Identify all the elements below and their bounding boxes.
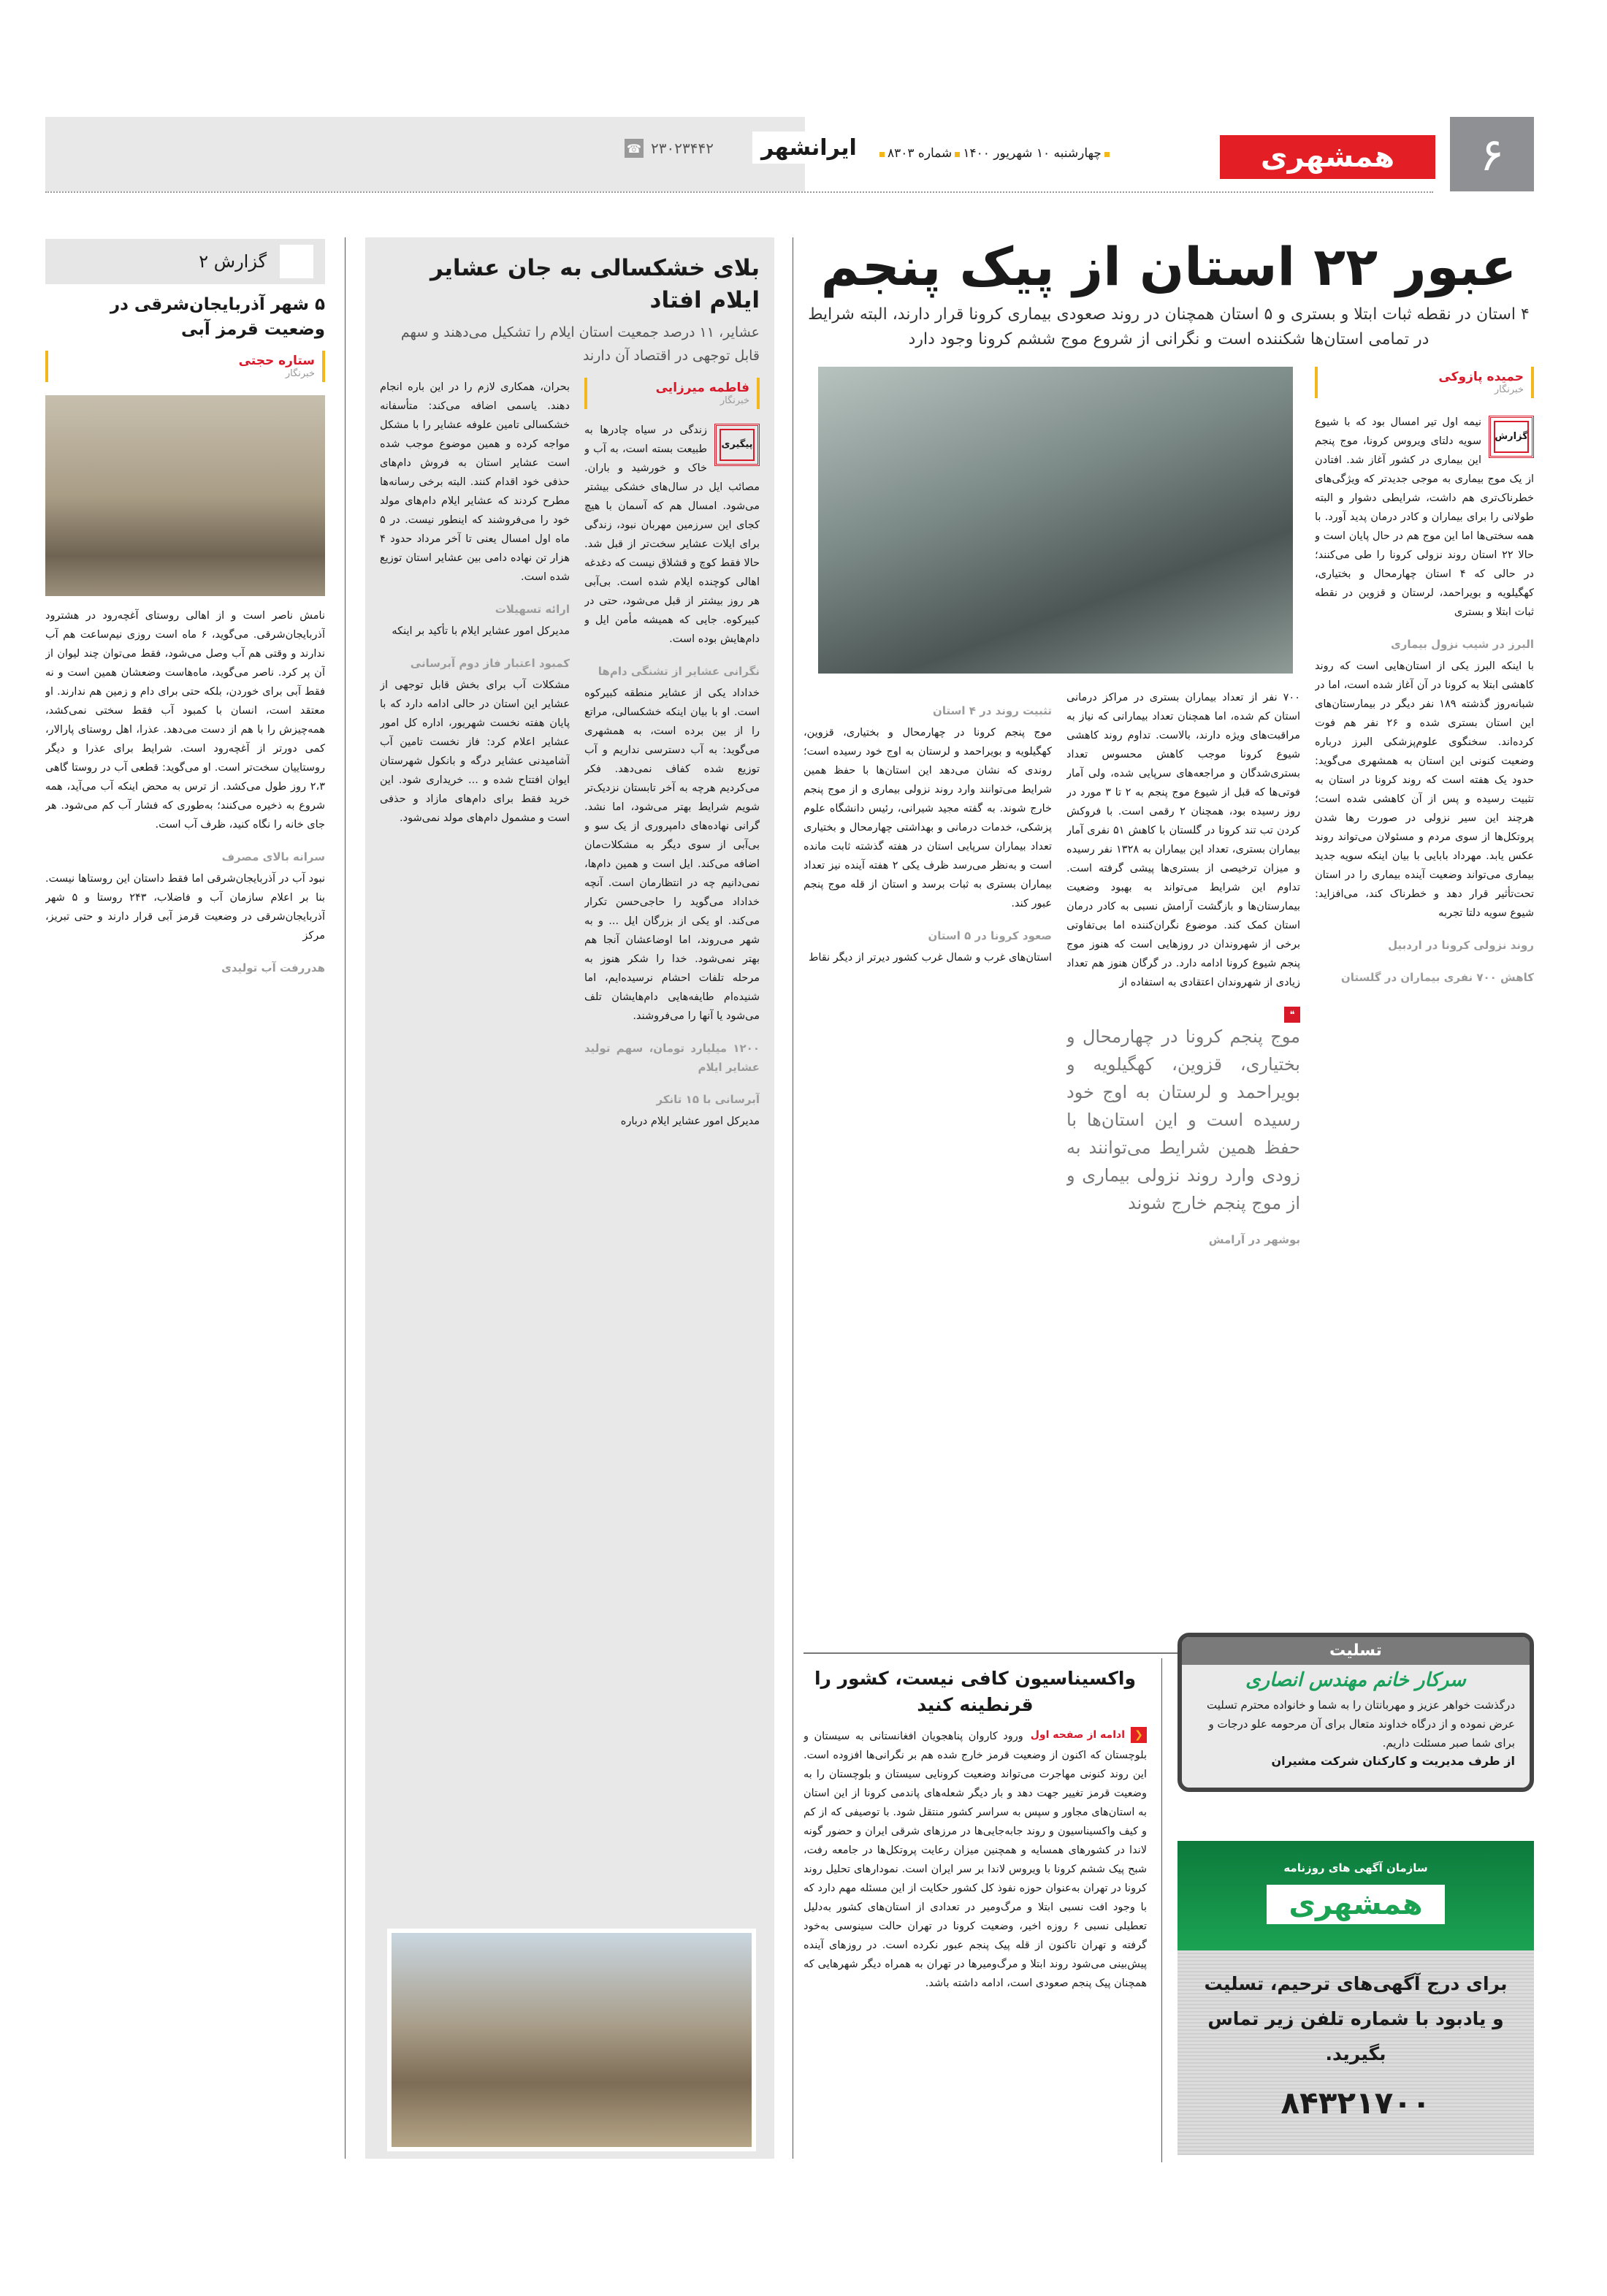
newspaper-logo: همشهری: [1220, 135, 1435, 179]
main-col-1: [1315, 367, 1534, 1647]
phone-icon: ☎: [625, 139, 644, 158]
page-number: ۶: [1450, 117, 1534, 191]
main-col-3: [804, 688, 1052, 1647]
followup-tag: پیگیری: [714, 424, 760, 466]
azerbaijan-headline: ۵ شهر آذربایجان‌شرقی در وضعیت قرمز آبی: [110, 295, 325, 339]
issue-date: چهارشنبه ۱۰ شهریور ۱۴۰۰: [963, 146, 1102, 161]
ilam-col-1: [584, 378, 760, 1918]
subheading: آبرسانی با ۱۵ تانکر: [656, 1093, 760, 1106]
report-kicker: گزارش ۲: [45, 239, 325, 284]
continue-icon: ❮: [1131, 1727, 1147, 1743]
main-dek: ۴ استان در نقطه ثبات ابتلا و بستری و ۵ استان همچنان در روند صعودی بیماری کرونا قرار دارند، البته شرایط در تمامی استان‌ها شکننده است و نگرانی از شروع موج ششم کرونا وجود دارد: [808, 305, 1530, 348]
paragraph: نامش ناصر است و از اهالی روستای آغچه‌رود در هشترود آذربایجان‌شرقی. می‌گوید، ۶ ماه است روزی نیم‌ساعت هم آب ندارند و وقتی هم آب وصل می‌شود، فقط می‌توان چند لیوان از آن پر کرد. ناصر می‌گوید، ماه‌هاست وضعشان همین است و نه فقط آبی برای خوردن، بلکه حتی برای دام و زمین هم ندارند. او معتقد است، انسان با کمبود آب فقط سختی نمی‌کشد، همه‌چیزش را با هم از دست می‌دهد. عذرا، اهل روستای پارالار، کمی دورتر از آغچه‌رود است. شرایط برای عذرا و دیگر روستاییان سخت‌تر است. او می‌گوید: قطعی آب در روستا گاهی ۲،۳ روز طول می‌کشد. از ترس به محض اینکه آب می‌آید، همه شروع به ذخیره می‌کنند؛ به‌طوری که فشار آب کم می‌شود. هر جای خانه را نگاه کنید، ظرف آب است.: [45, 610, 325, 831]
ilam-columns: [380, 378, 760, 1918]
continuation-headline: واکسیناسیون کافی نیست، کشور را قرنطینه کنید: [814, 1668, 1137, 1715]
paragraph: نبود آب در آذربایجان‌شرقی اما فقط داستان این روستاها نیست. بنا بر اعلام سازمان آب و فاضلاب، ۲۴۳ روستا و ۵ شهر آذربایجان‌شرقی در وضعیت قرمز آبی قرار دارند و حتی تبریز، مرکز: [45, 873, 325, 942]
paragraph: استان‌های غرب و شمال غرب کشور دیرتر از دیگر نقاط: [808, 952, 1052, 964]
ad-text: برای درج آگهی‌های ترحیم، تسلیت و یادبود با شماره تلفن زیر تماس بگیرید.: [1204, 1973, 1508, 2064]
subheading: بوشهر در آرامش: [1208, 1233, 1300, 1246]
condolence-signature: از طرف مدیریت و کارکنان شرکت مشیران: [1271, 1754, 1515, 1768]
ad-box: [1177, 1841, 1534, 2155]
main-headline: عبور ۲۲ استان از پیک پنجم: [820, 236, 1517, 297]
main-story: [804, 234, 1534, 1647]
paragraph: خداداد یکی از عشایر منطقه کبیرکوه است. او با بیان اینکه خشکسالی، مراتع را از بین برده است، به همشهری می‌گوید: به آب دسترسی نداریم و آب توزیع شده کفاف نمی‌دهد. فکر می‌کردیم هرچه به آخر تابستان نزدیک‌تر شویم شرایط بهتر می‌شود، اما نشد. گرانی نهاده‌های دامپروری از یک سو و بی‌آبی از سوی دیگر به مشکلات‌مان اضافه می‌کند. ایل است و همین دام‌ها، نمی‌دانیم چه در انتظارمان است. آنچه خداداد می‌گوید را حاجی‌حسن تکرار می‌کند. او یکی از بزرگان ایل ... و به شهر می‌روند، اما اوضاعشان آنجا هم بهتر نمی‌شود. خدا را شکر هنوز به مرحله تلفات احشام نرسیده‌ایم، اما شنیده‌ام طایفه‌هایی دام‌هایشان تلف می‌شود یا آنها را می‌فروشند.: [584, 687, 760, 1022]
condolence-message: درگذشت خواهر عزیز و مهربانتان را به شما و خانواده محترم تسلیت عرض نموده و از درگاه خداوند متعال برای آن مرحومه علو درجات و برای شما صبر مسئلت داریم.: [1207, 1698, 1515, 1750]
subheading: کاهش ۷۰۰ نفری بیماران در گلستان: [1340, 971, 1534, 984]
azerbaijan-story: [45, 292, 325, 2159]
quote-icon: ❝: [1284, 1007, 1300, 1023]
ilam-headline: بلای خشکسالی به جان عشایر ایلام افتاد: [430, 255, 760, 313]
paragraph: مدیرکل امور عشایر ایلام با تأکید بر اینکه: [392, 625, 570, 637]
byline: ستاره حجتی خبرنگار: [45, 351, 325, 382]
paragraph: مشکلات آب برای بخش قابل توجهی از عشایر این استان در حالی ادامه دارد که با پایان هفته نخست شهریور، اداره کل امور عشایر اعلام کرد: فاز نخست تامین آب آشامیدنی عشایر درگه و بانکول شهرستان ایوان افتتاح شده و ... خریداری شود. این خرید فقط برای دام‌های مازاد و حذفی است و مشمول دام‌های مولد نمی‌شود.: [380, 679, 570, 824]
subheading: کمبود اعتبار فاز دوم آبرسانی: [410, 657, 570, 670]
subheading: سرانه بالای مصرف: [221, 850, 325, 863]
water-tanker-photo: [45, 395, 325, 596]
subheading: روند نزولی کرونا در اردبیل: [1388, 939, 1534, 952]
subheading: البرز در شیب نزول بیماری: [1391, 638, 1534, 651]
phone-number: ۲۳۰۲۳۴۴۲: [651, 140, 714, 157]
paragraph: زندگی در سیاه چادرها به طبیعت بسته است، به آب و خاک و خورشید و باران. مصائب ایل در سال‌های خشکی بیشتر می‌شود. امسال هم که آسمان با هیچ کجای این سرزمین مهربان نبود، زندگی برای ایلات عشایر سخت‌تر از قبل شد. حالا فقط کوچ و قشلاق نیست که دغدغه اهالی کوچنده ایلام شده است. بی‌آبی هر روز بیشتر از قبل می‌شود، حتی در کبیرکوه. جایی که همیشه مأمن ایل و دام‌هایش بوده است.: [584, 424, 760, 645]
subheading: ارائه تسهیلات: [495, 603, 570, 616]
byline: [1315, 367, 1534, 398]
header-divider: [45, 191, 1433, 193]
condolence-ad: [1177, 1633, 1534, 1792]
byline-name: حمیده پازوکی: [1438, 370, 1524, 384]
main-left-area: [804, 367, 1300, 1647]
ilam-col-2: [380, 378, 570, 1918]
condolence-name: سرکار خانم مهندس انصاری: [1245, 1669, 1466, 1691]
main-col-2: [1066, 688, 1300, 1647]
subheading: صعود کرونا در ۵ استان: [928, 929, 1052, 942]
subheading: نگرانی عشایر از تشنگی دام‌ها: [598, 665, 760, 678]
byline-role: خبرنگار: [1494, 384, 1524, 395]
ad-org: سازمان آگهی های روزنامه: [1283, 1861, 1428, 1874]
hospital-photo: [818, 367, 1293, 674]
byline: فاطمه میرزایی خبرنگار: [584, 378, 760, 409]
pull-quote-text: موج پنجم کرونا در چهارمحال و بختیاری، قزوین، کهگیلویه و بویراحمد و لرستان به اوج خود رسیده است و این استان‌ها با حفظ همین شرایط می‌توانند به زودی وارد روند نزولی بیماری و از موج پنجم خارج شوند: [1066, 1026, 1300, 1213]
azerbaijan-body: [45, 606, 325, 2159]
continuation-body: [804, 1727, 1147, 2159]
nomad-sheep-photo: [387, 1929, 756, 2151]
subheading: ۱۲۰۰ میلیارد تومان، سهم تولید عشایر ایلام: [584, 1042, 760, 1074]
paragraph: موج پنجم کرونا در چهارمحال و بختیاری، قزوین، کهگیلویه و بویراحمد و لرستان به اوج خود رسیده است؛ روندی که نشان می‌دهد این استان‌ها با حفظ همین شرایط می‌توانند وارد روند نزولی بیماری و از موج پنجم خارج شوند. به گفته مجید شیرانی، رئیس دانشگاه علوم پزشکی، خدمات درمانی و بهداشتی چهارمحال و بختیاری تعداد بیماران سرپایی استان در هفته گذشته ثابت مانده است و به‌نظر می‌رسد ظرف یکی ۲ هفته آینده نیز تعداد بیماران بستری به ثبات برسد و استان از قله موج پنجم عبور کند.: [804, 727, 1052, 909]
paragraph: ۷۰۰ نفر از تعداد بیماران بستری در مراکز درمانی استان کم شده، اما همچنان تعداد بیمارانی که نیاز به مراقبت‌های ویژه دارند، بالاست. تداوم روند کاهشی شیوع کرونا موجب کاهش محسوس تعداد بستری‌شدگان و مراجعه‌های سرپایی شده، ولی آمار فوتی‌ها که قبل از شیوع موج پنجم به ۲ تا ۳ مورد در روز رسیده بود، همچنان ۲ رقمی است. با فروکش کردن تب تند کرونا در گلستان با کاهش ۵۱ نفری آمار بیماران بستری، تعداد این بیماران به ۱۳۲۸ نفر رسیده و میزان ترخیصی از بستری‌ها پیشی گرفته است. تداوم این شرایط می‌تواند به بهبود وضعیت بیمارستان‌ها و بازگشت آرامش نسبی به کادر درمان استان کمک کند. موضوع نگران‌کننده اما بی‌تفاوتی برخی از شهروندان در روزهایی است که هنوز موج پنجم شیوع کرونا ادامه دارد. در گرگان هنوز هم تعداد زیادی از شهروندان اعتقادی به استفاده از: [1066, 692, 1300, 988]
column-divider: [1161, 1658, 1162, 2162]
paragraph: بحران، همکاری لازم را در این باره انجام دهند. یاسمی اضافه می‌کند: متأسفانه خشکسالی تامین علوفه عشایر را با مشکل مواجه کرده و همین موضوع موجب شده است عشایر استان به فروش دام‌های حذفی خود اقدام کنند. البته برخی رسانه‌ها مطرح کردند که عشایر ایلام دام‌های مولد خود را می‌فروشند که اینطور نیست. در ۵ ماه اول امسال یعنی تا آخر مرداد حدود ۴ هزار تن نهاده دامی بین عشایر استان توزیع شده است.: [380, 381, 570, 583]
paragraph: ورود کاروان پناهجویان افغانستانی به سیستان و بلوچستان که اکنون از وضعیت قرمز خارج شده هم بر نگرانی‌ها افزوده است. این روند کنونی مهاجرت می‌تواند وضعیت کرونایی سیستان و بلوچستان را به وضعیت قرمز تغییر جهت دهد و بار دیگر شعله‌های پاندمی کرونا از این استان به استان‌های مجاور و سپس به سراسر کشور منتقل شود. با توصیفی که از کم و کیف واکسیناسیون و روند جابه‌جایی‌ها در مرزهای شرقی ایران و حضور گونه لاندا در کشورهای همسایه و همچنین میزان رعایت پروتکل‌ها در جامعه رفت، شبح پیک ششم کرونا با ویروس لاندا بر سر ایران است. نمودارهای تحلیل روند کرونا در تهران به‌عنوان حوزه نفوذ کل کشور حکایت از این مسئله مهم دارد که با وجود افت نسبی ابتلا و مرگ‌ومیر در تعدادی از استان‌های کشور به‌دلیل تعطیلی نسبی ۶ روزه اخیر، وضعیت کرونا در تهران حالت سینوسی به‌خود گرفته و تهران تاکنون از قله پیک پنجم عبور نکرده است. در روزهای آینده پیش‌بینی می‌شود روند ابتلا و مرگ‌ومیرها در تهران به همراه دیگر شهرهایی که همچنان پیک پنجم صعودی است، ادامه داشته باشد.: [804, 1731, 1147, 1989]
report-tag: گزارش: [1489, 416, 1534, 458]
main-columns: [804, 367, 1534, 1647]
column-divider: [345, 237, 346, 2159]
paragraph: مدیرکل امور عشایر ایلام درباره: [620, 1115, 760, 1127]
condolence-title: تسلیت: [1182, 1637, 1530, 1665]
dateline: [877, 146, 1209, 161]
ilam-dek: عشایر، ۱۱ درصد جمعیت استان ایلام را تشکیل می‌دهند و سهم قابل توجهی در اقتصاد آن دارند: [400, 324, 760, 364]
ilam-story: [380, 252, 760, 1918]
continued-from-tag: ❮ ادامه از صفحه اول: [1031, 1727, 1147, 1743]
ad-logo: همشهری: [1267, 1885, 1444, 1924]
subheading: هدررفت آب تولیدی: [221, 961, 325, 975]
pull-quote: [1066, 1007, 1300, 1217]
subheading: تثبیت روند در ۴ استان: [933, 704, 1052, 717]
section-phone: [625, 139, 714, 158]
continuation-story: [804, 1666, 1147, 2159]
section-title: ایرانشهر: [752, 131, 866, 164]
kicker-square: [280, 245, 313, 278]
paragraph: با اینکه البرز یکی از استان‌هایی است که روند کاهشی ابتلا به کرونا در آن آغاز شده است، اما در شبانه‌روز گذشته ۱۸۹ نفر دیگر در بیمارستان‌های این استان بستری شده و ۲۶ نفر هم فوت کرده‌اند. سخنگوی علوم‌پزشکی البرز درباره وضعیت کنونی این استان به همشهری می‌گوید: حدود یک هفته است که روند کرونا در استان به تثبیت رسیده و پس از آن کاهشی شده است؛ هرچند این سیر نزولی در صورت رها شدن پروتکل‌ها از سوی مردم و مسئولان می‌تواند روند عکس یابد. مهرداد بابایی با بیان اینکه سویه جدید بیماری می‌تواند وضعیت آینده بیماری را در استان تحت‌تأثیر قرار دهد و خطرناک کند، می‌افزاید: شیوع سویه دلتا تجربه: [1315, 660, 1534, 919]
issue-number: شماره ۸۳۰۳: [888, 146, 953, 161]
ad-phone: ۸۴۳۲۱۷۰۰: [1280, 2085, 1431, 2121]
main-intro: نیمه اول تیر امسال بود که با شیوع سویه دلتای ویروس کرونا، موج پنجم این بیماری در کشور آغاز شد. افتادن از یک موج بیماری به موجی جدیدتر که ویژگی‌های خطرناک‌تری هم داشت، شرایطی دشوار و البته طولانی را برای بیماران و کادر درمان پدید آورد. با همه سختی‌ها اما این موج هم در حال پایان است و حالا ۲۲ استان روند نزولی کرونا را طی می‌کنند؛ در حالی که ۴ استان چهارمحال و بختیاری، کهگیلویه و بویراحمد، لرستان و قزوین در نقطه ثبات ابتلا و بستری: [1315, 416, 1534, 618]
